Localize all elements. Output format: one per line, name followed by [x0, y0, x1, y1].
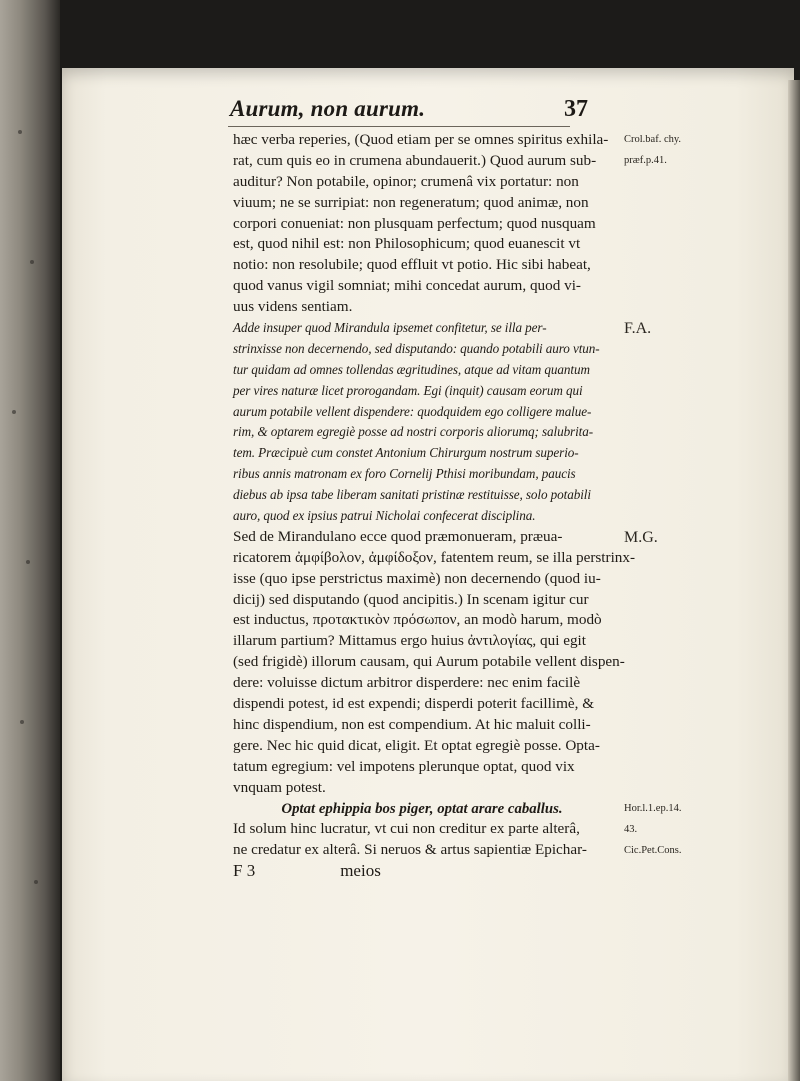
text-line: gere. Nec hic quid dicat, eligit. Et optat egregiè posse. Opta-: [233, 736, 600, 754]
text-line: aurum potabile vellent dispendere: quodquidem ego colligere malue-: [233, 403, 592, 419]
text-line: auro, quod ex ipsius patrui Nicholai confecerat disciplina.: [233, 508, 536, 524]
text-line: corpori conueniat: non plusquam perfectum; quod nusquam: [233, 214, 596, 232]
text-line: hæc verba reperies, (Quod etiam per se omnes spiritus exhila-: [233, 131, 609, 148]
text-line: uus videns sentiam.: [233, 298, 353, 316]
margin-note: Hor.l.1.ep.14.: [624, 802, 682, 814]
text-line: rim, & optarem egregiè posse ad nostri corporis aliorumq; salubrita-: [233, 424, 594, 440]
text-line: per vires naturæ licet prorogandam. Egi (inquit) causam eorum qui: [233, 382, 583, 398]
text-line: notio: non resolubile; quod effluit vt potio. Hic sibi habeat,: [233, 256, 591, 274]
page-header: [230, 96, 600, 124]
text-line: diebus ab ipsa tabe liberam sanitati pristinæ restituisse, solo potabili: [233, 487, 591, 503]
text-line: (sed frigidè) illorum causam, qui Aurum potabile vellent dispen-: [233, 653, 625, 671]
text-line: est inductus, προτακτικὸν πρόσωπον, an modò harum, modò: [233, 611, 602, 629]
text-line: dicij) sed disputando (quod ancipitis.) In scenam igitur cur: [233, 590, 589, 608]
text-line: tem. Præcipuè cum constet Antonium Chirurgum nostrum superio-: [233, 445, 579, 461]
text-line: est, quod nihil est: non Philosophicum; quod euanescit vt: [233, 235, 581, 253]
margin-note: Crol.baf. chy.: [624, 134, 682, 145]
text-line: vnquam potest.: [233, 778, 326, 796]
text-line: Adde insuper quod Mirandula ipsemet confitetur, se illa per-: [233, 320, 547, 336]
text-line: F 3 meios: [233, 861, 381, 881]
margin-note: præf.p.41.: [624, 154, 667, 166]
page-right-edge: [788, 80, 800, 1081]
text-line: strinxisse non decernendo, sed disputando: quando potabili auro vtun-: [233, 340, 600, 356]
text-line: dere: voluisse dictum arbitror disperdere: nec enim facilè: [233, 674, 581, 692]
text-line: ribus annis matronam ex foro Cornelij Pthisi moribundam, paucis: [233, 466, 576, 482]
text-line: quod vanus vigil somniat; mihi concedat aurum, quod vi-: [233, 277, 581, 295]
running-title: Aurum, non aurum.: [230, 96, 426, 121]
text-line: viuum; ne se surripiat: non regeneratum; quod animæ, non: [233, 193, 589, 211]
scan-left-edge: [0, 0, 60, 1081]
margin-note: Cic.Pet.Cons.: [624, 844, 682, 856]
text-line: ne credatur ex alterâ. Si neruos & artus sapientiæ Epichar-: [233, 841, 587, 859]
margin-note: M.G.: [624, 529, 658, 547]
text-line: Id solum hinc lucratur, vt cui non creditur ex parte alterâ,: [233, 820, 580, 838]
text-line: illarum partium? Mittamus ergo huius ἀντιλογίας, qui egit: [233, 632, 586, 650]
margin-note: 43.: [624, 823, 638, 835]
text-line: auditur? Non potabile, opinor; crumenâ vix portatur: non: [233, 172, 579, 190]
text-line: ricatorem ἀμφίβολον, ἀμφίδοξον, fatentem reum, se illa perstrinx-: [233, 548, 636, 566]
text-line: Optat ephippia bos piger, optat arare caballus.: [281, 800, 563, 817]
text-line: tatum egregium: vel impotens plerunque optat, quod vix: [233, 757, 575, 775]
margin-note: F.A.: [624, 320, 652, 338]
text-line: isse (quo ipse perstrictus maximè) non decernendo (quod iu-: [233, 569, 601, 587]
page-number: 37: [564, 96, 588, 122]
text-line: rat, cum quis eo in crumena abundauerit.) Quod aurum sub-: [233, 151, 597, 169]
text-line: Sed de Mirandulano ecce quod præmonueram, præua-: [233, 527, 563, 545]
text-line: hinc dispendium, non est compendium. At hic maluit colli-: [233, 715, 591, 733]
text-line: dispendi potest, id est expendi; disperdi poterit facillimè, &: [233, 695, 595, 713]
header-rule: [228, 126, 570, 127]
text-line: tur quidam ad omnes tollendas ægritudines, atque ad vitam quantum: [233, 361, 590, 377]
